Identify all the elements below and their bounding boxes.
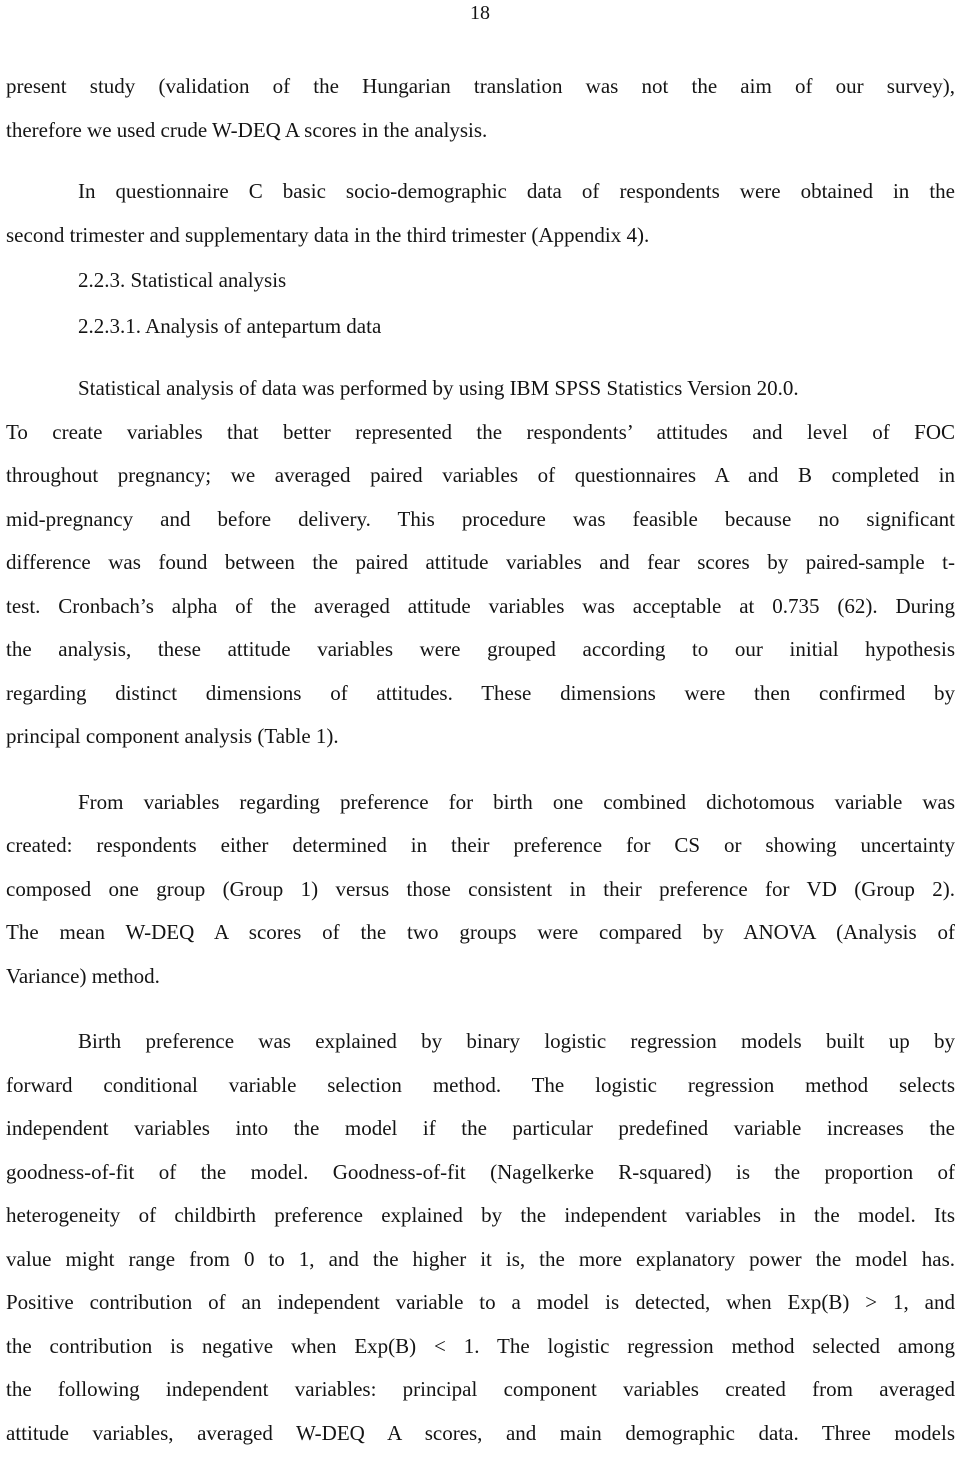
text-line: throughout pregnancy; we averaged paired variables of questionnaires A and B completed in [6,463,955,487]
text-line: Variance) method. [6,963,160,988]
text-line: attitude variables, averaged W-DEQ A scores, and main demographic data. Three models [6,1420,955,1445]
text-line: The mean W-DEQ A scores of the two groups were compared by ANOVA (Analysis of [6,920,955,944]
text-line: regarding distinct dimensions of attitudes. These dimensions were then confirmed by [6,680,955,705]
text-line: Positive contribution of an independent variable to a model is detected, when Exp(B) > 1, and [6,1290,955,1314]
text-line: second trimester and supplementary data in the third trimester (Appendix 4). [6,222,650,247]
paragraph-3 [6,367,955,759]
text-line: the following independent variables: principal component variables created from averaged [6,1377,955,1401]
text-line: created: respondents either determined in their preference for CS or showing uncertainty [6,833,955,857]
text-line: composed one group (Group 1) versus those consistent in their preference for VD (Group 2). [6,876,955,901]
text-line: principal component analysis (Table 1). [6,724,339,748]
paragraph-4 [6,781,955,999]
text-line: the analysis, these attitude variables were grouped according to our initial hypothesis [6,637,955,661]
paragraph-2 [6,170,955,257]
text-line: In questionnaire C basic socio-demographic data of respondents were obtained in the [78,179,955,203]
text-line: present study (validation of the Hungarian translation was not the aim of our survey), [6,74,955,98]
text-line: Statistical analysis of data was performed by using IBM SPSS Statistics Version 20.0. [78,376,799,400]
text-line: independent variables into the model if the particular predefined variable increases the [6,1116,955,1140]
text-line: forward conditional variable selection method. The logistic regression method selects [6,1072,955,1097]
paragraph-1 [6,65,955,152]
document-body [6,65,955,1455]
text-line: Birth preference was explained by binary logistic regression models built up by [78,1029,955,1053]
paragraph-5 [6,1020,955,1455]
text-line: value might range from 0 to 1, and the higher it is, the more explanatory power the model has. [6,1246,955,1271]
subsection-heading: 2.2.3.1. Analysis of antepartum data [78,314,382,338]
text-line: therefore we used crude W-DEQ A scores in the analysis. [6,117,488,142]
text-line: heterogeneity of childbirth preference explained by the independent variables in the model. Its [6,1203,955,1227]
text-line: difference was found between the paired attitude variables and fear scores by paired-sample t- [6,550,955,574]
text-line: mid-pregnancy and before delivery. This procedure was feasible because no significant [6,506,955,531]
text-line: the contribution is negative when Exp(B) < 1. The logistic regression method selected among [6,1333,955,1358]
text-line: goodness-of-fit of the model. Goodness-of-fit (Nagelkerke R-squared) is the proportion of [6,1159,955,1184]
text-line: From variables regarding preference for birth one combined dichotomous variable was [78,789,955,814]
section-heading: 2.2.3. Statistical analysis [78,268,287,292]
page-number: 18 [470,2,490,24]
text-line: test. Cronbach’s alpha of the averaged attitude variables was acceptable at 0.735 (62). During [6,593,955,618]
text-line: To create variables that better represented the respondents’ attitudes and level of FOC [6,419,955,444]
